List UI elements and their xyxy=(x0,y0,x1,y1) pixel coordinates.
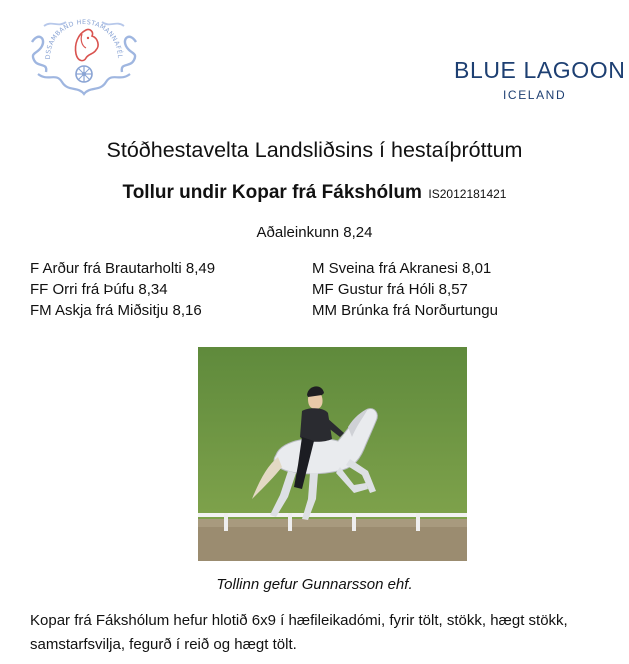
landssamband-logo xyxy=(28,12,140,100)
pedigree-dam-column xyxy=(312,258,498,321)
sponsor-logo-name: BLUE LAGOON xyxy=(454,57,626,83)
horse-name: Tollur undir Kopar frá Fákshólum xyxy=(122,182,422,203)
pedigree-sire-column xyxy=(30,258,215,321)
logo-arc-text: DSSAMBAND HESTAMANNAFÉL xyxy=(43,17,125,60)
pedigree-line: FF Orri frá Þúfu 8,34 xyxy=(30,281,168,298)
horse-rider-photo xyxy=(198,347,467,561)
page-title: Stóðhestavelta Landsliðsins í hestaíþróttum xyxy=(106,138,523,162)
pedigree-line: MF Gustur frá Hóli 8,57 xyxy=(312,281,468,298)
photo-caption: Tollinn gefur Gunnarsson ehf. xyxy=(216,576,413,593)
pedigree-line: FM Askja frá Miðsitju 8,16 xyxy=(30,302,202,319)
pedigree-line: M Sveina frá Akranesi 8,01 xyxy=(312,260,492,277)
horse-photo xyxy=(198,347,467,561)
horse-heading xyxy=(0,182,629,204)
pedigree-line: F Arður frá Brautarholti 8,49 xyxy=(30,260,216,277)
federation-seal-icon xyxy=(28,12,140,100)
horse-registration: IS2012181421 xyxy=(428,187,507,201)
overall-score: Aðaleinkunn 8,24 xyxy=(256,224,373,241)
pedigree-line: MM Brúnka frá Norðurtungu xyxy=(312,302,498,319)
sponsor-logo-subtitle: ICELAND xyxy=(503,88,567,102)
description-paragraph: Kopar frá Fákshólum hefur hlotið 6x9 í hæfileikadómi, fyrir tölt, stökk, hægt stökk, samstarfsvilja, fegurð í reið og hægt tölt. xyxy=(30,612,568,653)
